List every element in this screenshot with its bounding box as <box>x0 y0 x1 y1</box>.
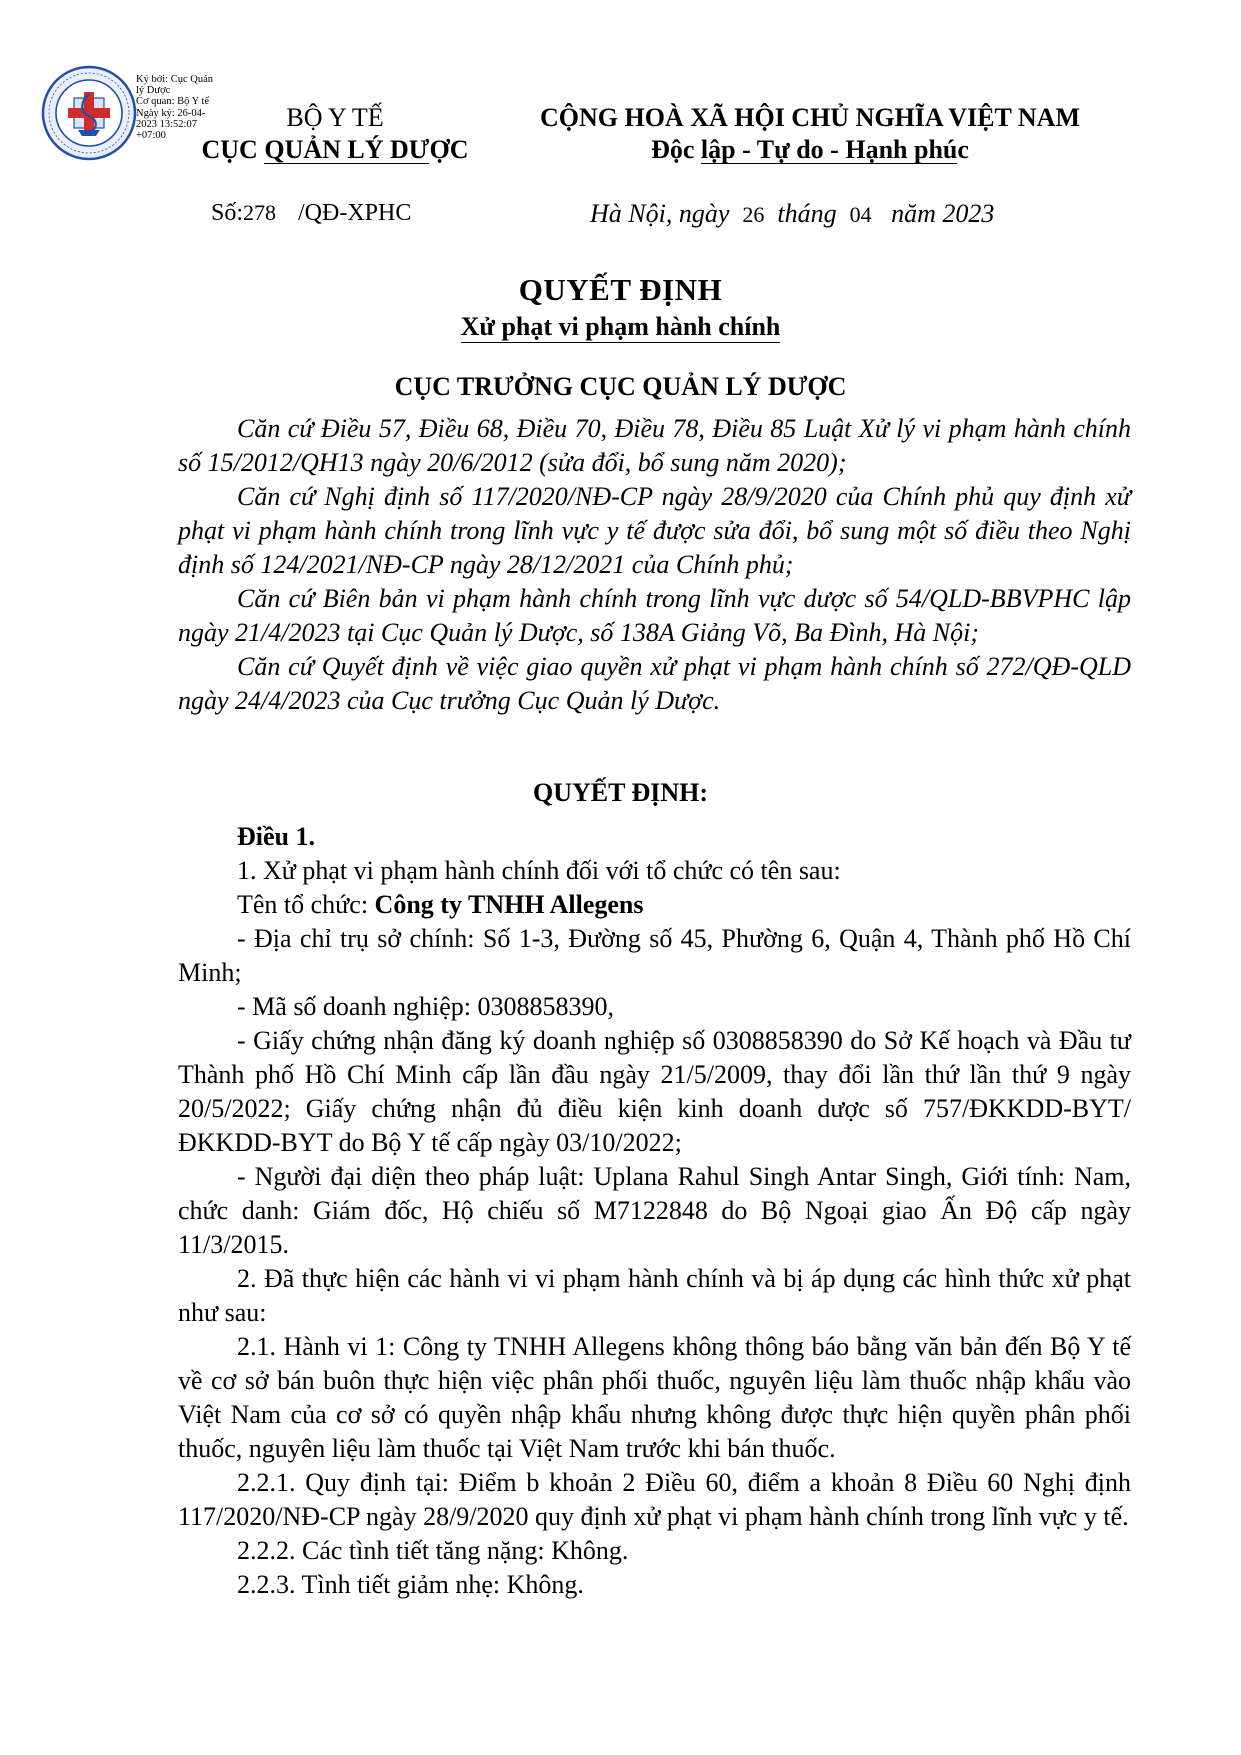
violation-description: 2.1. Hành vi 1: Công ty TNHH Allegens không thông báo bằng văn bản đến Bộ Y tế về cơ sở bán buôn thực hiện việc phân phối thuốc, nguyên liệu làm thuốc nhập khẩu vào Việt Nam của cơ sở có quyền nhập khẩu nhưng không được thực hiện quyền phân phối thuốc, nguyên liệu làm thuốc tại Việt Nam trước khi bán thuốc. <box>178 1332 1131 1463</box>
document-date: Hà Nội, ngày 26 tháng 04 năm 2023 <box>590 199 995 228</box>
signature-line: lý Dược <box>136 85 171 97</box>
preamble-item: Căn cứ Biên bản vi phạm hành chính trong lĩnh vực dược số 54/QLD-BBVPHC lập ngày 21/4/2023 tại Cục Quản lý Dược, số 138A Giảng Võ, Ba Đình, Hà Nội; <box>178 584 1131 647</box>
organization-address: - Địa chỉ trụ sở chính: Số 1-3, Đường số 45, Phường 6, Quận 4, Thành phố Hồ Chí Minh; <box>178 924 1131 987</box>
preamble-item: Căn cứ Điều 57, Điều 68, Điều 70, Điều 78, Điều 85 Luật Xử lý vi phạm hành chính số 15/2012/QH13 ngày 20/6/2012 (sửa đổi, bổ sung năm 2020); <box>178 414 1131 477</box>
legal-basis: 2.2.1. Quy định tại: Điểm b khoản 2 Điều 60, điểm a khoản 8 Điều 60 Nghị định 117/2020/NĐ-CP ngày 28/9/2020 quy định xử phạt vi phạm hành chính trong lĩnh vực y tế. <box>178 1468 1131 1531</box>
signature-line: +07:00 <box>136 130 166 142</box>
preamble-item: Căn cứ Quyết định về việc giao quyền xử phạt vi phạm hành chính số 272/QĐ-QLD ngày 24/4/2023 của Cục trưởng Cục Quản lý Dược. <box>178 652 1131 715</box>
document-title: QUYẾT ĐỊNH <box>518 272 723 307</box>
organization-certificate: - Giấy chứng nhận đăng ký doanh nghiệp số 0308858390 do Sở Kế hoạch và Đầu tư Thành phố Hồ Chí Minh cấp lần đầu ngày 21/5/2009, thay đổi lần thứ lần thứ 9 ngày 20/5/2022; Giấy chứng nhận đủ điều kiện kinh doanh dược số 757/ĐKKDD-BYT/ĐKKDD-BYT do Bộ Y tế cấp ngày 03/10/2022; <box>178 1026 1131 1157</box>
document-number-value: 278 <box>243 200 277 225</box>
preamble-item: Căn cứ Nghị định số 117/2020/NĐ-CP ngày 28/9/2020 của Chính phủ quy định xử phạt vi phạm hành chính trong lĩnh vực y tế được sửa đổi, bổ sung một số điều theo Nghị định số 124/2021/NĐ-CP ngày 28/12/2021 của Chính phủ; <box>178 482 1131 579</box>
official-seal-icon <box>40 64 138 162</box>
decision-heading: QUYẾT ĐỊNH: <box>532 778 709 807</box>
agency-name-underlined: QUẢN LÝ DƯ <box>264 135 430 164</box>
signature-line: Ngày ký: 26-04- <box>136 107 206 119</box>
signature-line: Cơ quan: Bộ Y tế <box>136 96 210 108</box>
preamble <box>178 412 1131 718</box>
signature-line: Ký bởi: Cục Quản <box>136 74 214 85</box>
mitigating-circumstances: 2.2.3. Tình tiết giảm nhẹ: Không. <box>237 1570 584 1599</box>
national-motto: Độc lập - Tự do - Hạnh phúc <box>651 135 969 164</box>
article-paragraph: 2. Đã thực hiện các hành vi vi phạm hành chính và bị áp dụng các hình thức xử phạt như sau: <box>178 1264 1131 1327</box>
agency-name: CỤC QUẢN LÝ DƯỢC <box>201 135 469 164</box>
document-subtitle: Xử phạt vi phạm hành chính <box>460 312 781 341</box>
organization-tax-code: - Mã số doanh nghiệp: 0308858390, <box>237 992 614 1021</box>
national-motto-underlined: lập - Tự do - Hạnh phú <box>700 135 958 164</box>
aggravating-circumstances: 2.2.2. Các tình tiết tăng nặng: Không. <box>237 1536 629 1565</box>
country-name: CỘNG HOÀ XÃ HỘI CHỦ NGHĨA VIỆT NAM <box>539 103 1081 132</box>
organization-line: Tên tổ chức: Công ty TNHH Allegens <box>237 890 644 919</box>
document-number: Số:278 /QĐ-XPHC <box>211 200 412 226</box>
organization-representative: - Người đại diện theo pháp luật: Uplana Rahul Singh Antar Singh, Giới tính: Nam, chức danh: Giám đốc, Hộ chiếu số M7122848 do Bộ Ngoại giao Ấn Độ cấp ngày 11/3/2015. <box>178 1162 1131 1259</box>
organization-name: Công ty TNHH Allegens <box>374 890 644 919</box>
ministry-name: BỘ Y TẾ <box>286 103 384 132</box>
article-paragraph: 1. Xử phạt vi phạm hành chính đối với tổ chức có tên sau: <box>237 856 841 885</box>
issuing-authority: CỤC TRƯỞNG CỤC QUẢN LÝ DƯỢC <box>394 372 847 401</box>
article-heading: Điều 1. <box>237 822 315 851</box>
article-1 <box>178 820 1131 1602</box>
date-month: 04 <box>849 202 872 227</box>
date-day: 26 <box>742 202 765 227</box>
signature-line: 2023 13:52:07 <box>136 118 197 130</box>
